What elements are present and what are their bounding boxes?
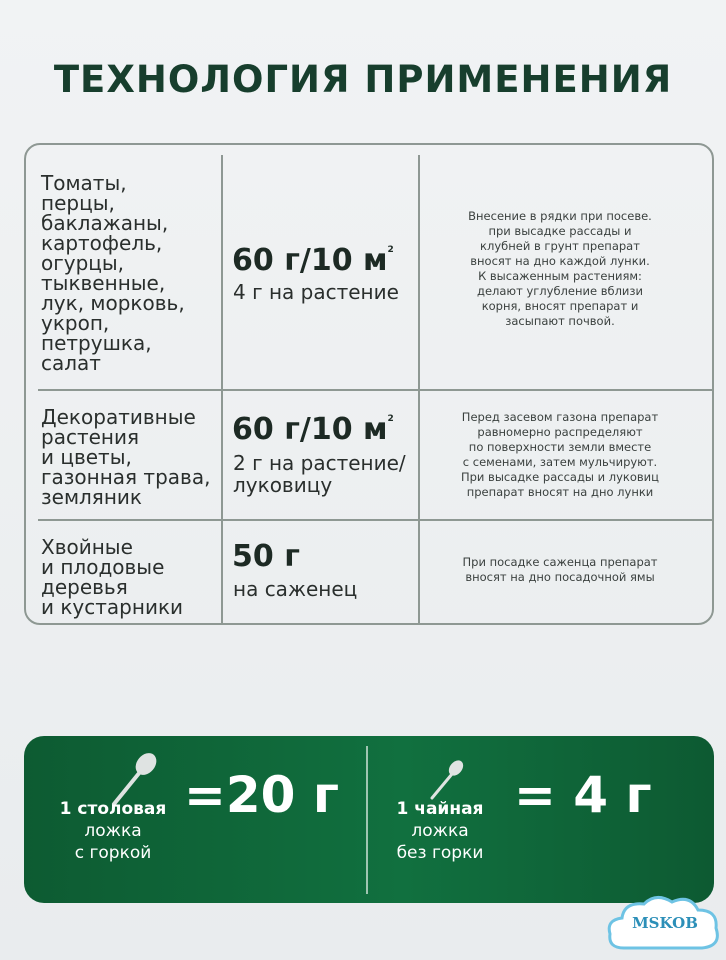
tablespoon-label: 1 столовая ложка с горкой bbox=[59, 799, 167, 863]
crop-line: земляник bbox=[41, 485, 142, 509]
method-text-row-1: Внесение в рядки при посеве. при высадке рассады и клубней в грунт препарат вносят на дно каждой лунки. К высаженным растениям: делают углубление вблизи корня, вносят препарат и засыпают почвой. bbox=[468, 209, 652, 328]
crop-line: петрушка, bbox=[41, 331, 152, 355]
crop-line: и кустарники bbox=[41, 595, 184, 619]
dose-per-plant-row-1: 4 г на растение bbox=[233, 280, 399, 304]
teaspoon-equals: = 4 г bbox=[514, 766, 652, 824]
crop-line: тыквенные, bbox=[41, 271, 166, 295]
measure-banner bbox=[24, 736, 714, 903]
teaspoon-icon bbox=[426, 758, 468, 802]
crop-line: Томаты, bbox=[41, 171, 127, 195]
crop-line: огурцы, bbox=[41, 251, 125, 275]
crop-line: и плодовые bbox=[41, 555, 165, 579]
crop-line: Декоративные bbox=[41, 405, 196, 429]
crop-line: картофель, bbox=[41, 231, 163, 255]
row-divider-2 bbox=[38, 519, 712, 521]
crop-line: Хвойные bbox=[41, 535, 133, 559]
crop-line: деревья bbox=[41, 575, 128, 599]
crop-line: салат bbox=[41, 351, 101, 375]
crop-line: лук, морковь, bbox=[41, 291, 185, 315]
crop-list-row-2 bbox=[41, 407, 210, 507]
dose-per-plant-row-3: на саженец bbox=[233, 577, 358, 601]
crop-line: газонная трава, bbox=[41, 465, 211, 489]
crop-list-row-1 bbox=[41, 173, 185, 373]
banner-divider bbox=[366, 746, 368, 894]
dose-amount-row-1: 60 г/10 $м^2$ bbox=[232, 243, 394, 278]
dose-per-plant-row-2: 2 г на растение/ луковицу bbox=[233, 451, 406, 497]
crop-line: перцы, bbox=[41, 191, 115, 215]
method-text-row-2: Перед засевом газона препарат равномерно распределяют по поверхности земли вместе с семенами, затем мульчируют. При высадке рассады и луковиц препарат вносят на дно лунки bbox=[460, 410, 659, 499]
teaspoon-label: 1 чайная ложка без горки bbox=[396, 799, 484, 863]
application-table bbox=[24, 143, 714, 625]
dose-amount-row-3: 50 г bbox=[232, 539, 300, 574]
row-divider-1 bbox=[38, 389, 712, 391]
crop-line: и цветы, bbox=[41, 445, 132, 469]
crop-line: растения bbox=[41, 425, 140, 449]
crop-list-row-3 bbox=[41, 537, 183, 617]
tablespoon-equals: =20 г bbox=[184, 766, 340, 824]
page-title: ТЕХНОЛОГИЯ ПРИМЕНЕНИЯ bbox=[53, 58, 673, 101]
method-text-row-3: При посадке саженца препарат вносят на дно посадочной ямы bbox=[462, 555, 658, 584]
crop-line: укроп, bbox=[41, 311, 110, 335]
watermark-logo bbox=[604, 890, 722, 956]
crop-line: баклажаны, bbox=[41, 211, 169, 235]
watermark-text: MSKOB bbox=[632, 914, 698, 932]
dose-amount-row-2: 60 г/10 $м^2$ bbox=[232, 412, 394, 447]
